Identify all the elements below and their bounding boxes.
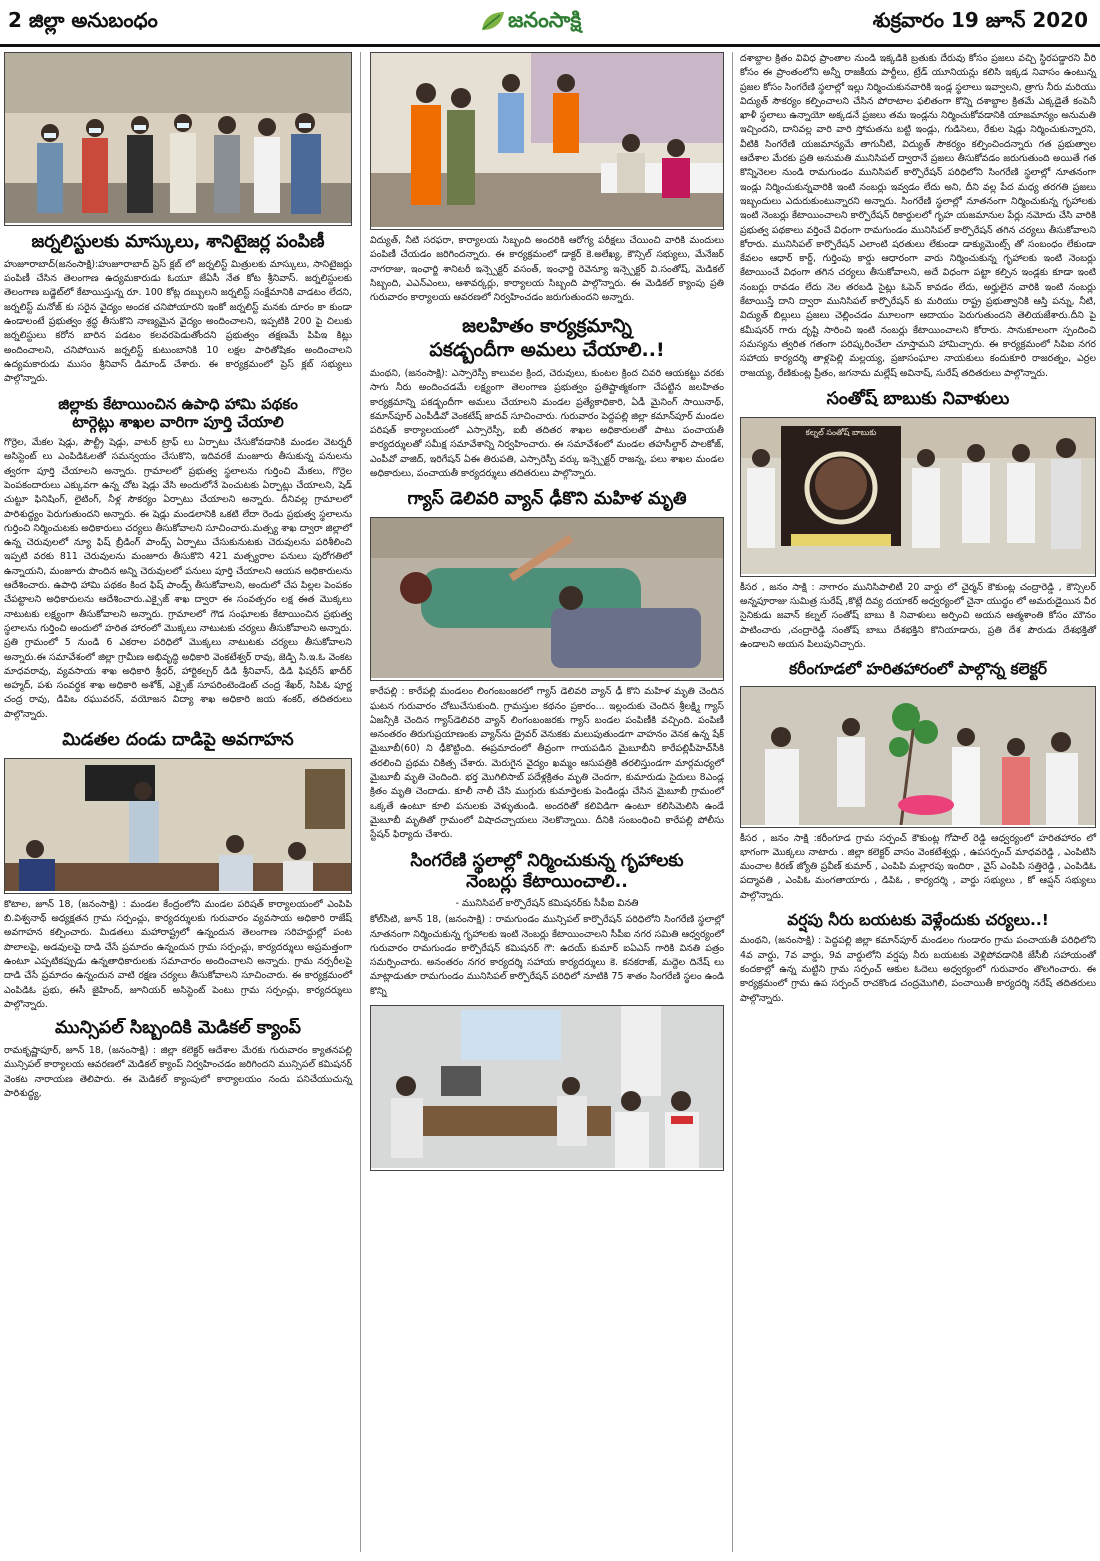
headline-line: టార్గెట్లు శాఖల వారిగా పూర్తి చేయాలి <box>72 413 284 432</box>
headline-line: పకడ్బందీగా అమలు చేయాలి..! <box>429 339 665 362</box>
photo-haritha-haram <box>740 686 1096 828</box>
column-divider <box>732 52 733 1552</box>
headline-line: నెంబర్లు కేటాయించాలి.. <box>466 872 628 893</box>
headline <box>370 851 724 895</box>
masthead-rule <box>0 44 1100 47</box>
photo-accident <box>370 517 724 681</box>
article-body: హుజూరాబాద్(జనంసాక్షి):హుజూరాబాద్ ప్రెస్ క్లబ్ లో జర్నలిస్ట్ మిత్రులకు మాస్కులు, సానిటైజర్లు పంపిణీ చేసిన తెలంగాణ ఉద్యమకారుడు ఓయూ జేఏసీ నేత కోట శ్రీనివాస్. జర్నలిస్టులకు తెలంగాణ బడ్జెట్‌లో కేటాయిస్తున్న రూ. 100 కోట్ల దబ్బులని జర్నలిస్ట్ సంక్షేమానికి వాడటం లేదని, జర్నలిస్ట్ మనోజ్ కు సరైన వైద్యం అందక చనిపోయారని ఇంకో జర్నలిస్ట్ మనకు దూరం కా కుండా ఉండాలంటే ప్రభుత్వం శ్రద్ధ తీసుకొని నాణ్యమైన వైద్యం అందించాలని, ఇప్పటికి 200 పై చిలుకు జర్నలిస్టులు కరోన బారిన పడటం కలవరపెడుతోందని ప్రభుత్వం తక్షణమే పిపిఇ కిట్లు అందించాలని, చనిపోయిన జర్నలిస్ట్ కుటుంబానికి 10 లక్షల పారితోషికం అందించాలని ఉద్యమకారుడు ముసం శ్రీనివాస్ డిమాండ్ చేశారు. ఈ కార్యక్రమంలో ప్రెస్ క్లబ్ సభ్యులు పాల్గొన్నారు. <box>4 258 352 385</box>
article-body: కోల్‌సిటి, జూన్ 18, (జనంసాక్షి) : రామగుండం మున్సిపల్ కార్పొరేషన్ పరిధిలోని సింగరేణి స్థలాల్లో నూతనంగా నిర్మించుకున్న గృహాలకు ఇంటి నెంబర్లు కేటాయించాలని సీపీఐ నగర సమితి ఆధ్వర్యంలో గురువారం రామగుండం కార్పొరేషన్ కమిషనర్ గౌ: ఉదయ్ కుమార్ ఐఏఎస్ గారికి వినతి పత్రం సమర్పించారు. అనంతరం నగర కార్యదర్శి సహాయ కార్యదర్శులు కె. కనకరాజ్, మద్దెల దినేష్ లు మాట్లాడుతూ రామగుండం మునిసిపల్ కార్పొరేషన్ పరిధిలో నూటికి 75 శాతం సింగరేణి స్థలం ఉండి కొన్ని <box>370 914 724 997</box>
photo-cpi-petition <box>370 1005 724 1171</box>
article-body: కొటాల, జూన్ 18, (జనంసాక్షి) : మండల కేంద్రంలోని మండల పరిషత్ కార్యాలయంలో ఎంపిపి బి.విశ్వనాథ్ అధ్యక్షతన గ్రామ సర్పంచ్లు, కార్యదర్శులకు గురువారం వ్యవసాయ అధికారి రాజేష్ అవగాహన కల్పించారు. మిడతలు మహారాష్ట్రలో ఉన్నందున తెలంగాణ సరిహద్దుల్లో పంట పొలాలపై, అడవులపై దాడి చేసే ప్రమాదం ఉన్నందున గ్రామ సర్పంచ్లు, కార్యదర్శులు అప్రమత్తంగా ఉంటూ ఎప్పటికప్పుడు ఉన్నతాధికారులకు సమాచారం అందించాలని అన్నారు. గ్రామ నర్సరీలపై దాడి చేసే ప్రమాదం ఉన్నందున వాటి రక్షణ చర్యలు తీసుకోవాలని సూచించారు. ఈ కార్యక్రమంలో ఎంపిడిఓ ప్రభు, ఈసీ జైహింద్, జూనియర్ అసిస్టెంట్ పెంటు గ్రామ సర్పంచ్లు, కార్యదర్శులు పాల్గొన్నారు. <box>4 898 352 1010</box>
headline: వర్షపు నీరు బయటకు వెళ్లేందుకు చర్యలు..! <box>787 911 1049 930</box>
article-body: కారేపల్లి : కారేపల్లి మండలం లింగంబంజరలో గ్యాస్ డెలివరి వ్యాన్ ఢీ కొని మహిళ మృతి చెందిన ఘటన గురువారం చోటుచేసుకుంది. గ్రామస్తుల కథనం ప్రకారం... ఇల్లందుకు చెందిన శ్రీలక్ష్మి గ్యాస్ ఏజన్సీకి చెందిన గ్యాస్‌డెలివరి వ్యాన్ లింగంబంజరకు గ్యాస్ బండల పంపిణీకి వచ్చింది. పంపిణీ అనంతరం తిరుగుప్రయాణంకు వ్యాన్‌ను డ్రైవర్ వెనుకకు మలుపుతుండగా వాహనం వెనక ఉన్న షేక్ మైబూబీ(60) ని ఢీకొట్టింది. ఈప్రమాదంలో తీవ్రంగా గాయపడిన మైబూబీని కారేపల్లిపీహెచ్‌సీకి తరలించి ప్రథమ చికిత్స చేశారు. మెరుగైన వైద్యం ఖమ్మం ఆసుపత్రికి తరలిస్తుండగా మార్గమధ్యలో మైబూబీ మృతి చెందింది. భర్త మొగిలిసాబ్ పదేళ్లక్రితం మృతి చెందగా, కుమారుడు సైదులు 8ఎండ్ల క్రితం మృతి చెందాడు. కూలీ నాలీ చేసి ముగ్గురు కుమార్తెలకు పెండిండ్లు చేసిన మైబూబీ గ్రామంలో ఒక్కతే ఉంటూ కూలి పనులకు వెళ్ళుతుండి. అందరితో కలివిడిగా ఉంటూ కలిసిమెలిసి ఉండే మైబూబీ మృతితో గ్రామంలో విషాదచ్చాయలు నెలకొన్నాయి. దీనికి సంబంధించి కారేపల్లి పోలీసు స్టేషన్ ఫిర్యాదు చేశారు. <box>370 686 724 841</box>
column-divider <box>360 52 361 1552</box>
column-2 <box>370 52 724 1171</box>
article-body: దశాబ్దాల క్రితం వివిధ ప్రాంతాల నుండి ఇక్కడికి బ్రతుకు దేరువు కోసం ప్రజలు వచ్చి స్థిరపడ్డారని వీరి కోసం ఈ ప్రాంతంలోని అన్నీ రాజకీయ పార్టీలు, ట్రేడ్ యూనియన్లు కలిసి ఇక్కడ నివాసం ఉంటున్న ప్రజల కోసం సింగరేణి స్థలాల్లో ఇల్లు నిర్మించుకునవారికి ఇండ్ల స్థలాలు ఇవ్వాలని, త్రాగు నీరు మరియు విద్యుత్ సౌకర్యం కల్పించాలని చేసిన పోరాటాల ఫలితంగా కొన్ని దశాబ్దాల క్రితమే ఎక్కడైతే కంపెనీ ఖాళీ స్థలాలు ఉన్నాయో అక్కడనే ప్రజలు తమ ఇండ్లను నిర్మించుకోవడానికి యాజమాన్యం అనుమతి ఇచ్చిందని, దానివల్ల వారి వారి స్తోమతను బట్టి ఇండ్లు, గుడిసెలు, రేకుల షెడ్లు నిర్మించుకున్నారని, వీటికి సింగరేణి యజమాన్యమే తాగునీటి, విద్యుత్ సౌకర్యం కల్పించిందన్నారు గత ప్రభుత్వాల ఆదేశాల మేరకు ప్రతి అనుమతి మునిసిపల్ ద్వారానే ప్రజలు తీసుకోవడం జరుగుతుంది అయితే గత కొన్నినెలల నుండి రామగుండం మునిసిపల్ కార్పొరేషన్ పరిధిలోని సింగరేణి స్థలాల్లో నూతనంగా ఇండ్లు నిర్మించుకున్నవారికి ఇంటి నంబర్లు ఇవ్వడం లేదు అని, దీని వల్ల పేద మధ్య తరగతి ప్రజలు ఇబ్బందులు ఎదురుకుంటున్నారని అన్నారు. సింగరేణి స్థలాల్లో నూతనంగా నిర్మించుకున్న గృహాలకు ఇంటి నెంబర్లు కేటాయించాలని కార్పొరేషన్ రికార్డులలో గృహ యజమానుల పేర్లు నమోదు చేసి వారికి ప్రభుత్వ పథకాలు వర్తించే విధంగా రామగుండం మునిసిపల్ కార్పొరేషన్ తగిన చర్యలు తీసుకోవాలని కోరారు. మునిసిపల్ కార్పొరేషన్ ఎలాంటి షరతులు లేకుండా డాక్యుమెంట్స్ తో సంబంధం లేకుండా కేవలం ఆధార్ కార్డ్, గుర్తింపు కార్డు ఆధారంగా వారు నిర్మించుకున్న గృహాలకు ఇంటి నెంబర్లు కేటాయించే విధంగా తగిన చర్యలు తీసుకోవాలని, అదే విధంగా పట్టా కల్పిన ఇండ్లకు కూడా ఇంటి నంబర్లు రావడం లేదు నెల తరబడి సైట్లు ఓపెన్ కావడం లేదు, అర్హులైన వారికి ఇంటి నంబర్లు కేటాయిస్తే దాని ద్వారా మునిసిపల్ కార్పొరేషన్ కు మరియు రాష్ట్ర ప్రభుత్వానికి ఆస్తి పన్ను, నీటి, విద్యుత్ బిల్లులు ప్రజలు చెల్లించడం మూలంగా ఆదాయం పెరుగుతుందని తెలియజేశారు.దీని పై కమీషనర్ గారు దృష్టి సారించి ఇంటి నంబర్లు కేటాయించాలని కోరారు. సానుకూలంగా స్పందించి సమస్యను త్వరిత గతంగా పరిష్కరించేలా చూస్తామని హామిచ్చారు. ఈ కార్యక్రమంలో సిపిఐ నగర సహాయ కార్యదర్శి తాళ్లపెల్లి మల్లయ్య, ప్రజాసంఘాల నాయకులు కందుకూరి రాజరత్నం, ఎర్రల రాజయ్య, రేణికుంట్ల ప్రీతం, జగనామ మల్లేష్ అవినాష్, సురేష్ తదితరులు పాల్గొన్నారు. <box>740 53 1096 379</box>
photo-locust-awareness-meeting <box>4 758 352 894</box>
article-body: గొర్రెల, మేకల షెడ్లు, పౌల్ట్రీ షెడ్లు, వాటర్ ట్రాఫ్ లు ఏర్పాటు చేసుకోవడానికి మండల వెటర్నరీ అసిస్టెంట్ లు ఎంపిడిఓలతో సమన్వయం చేసుకొని, ఇదివరకే మంజూరు తీసుకున్న పనులను త్వరగా పూర్తి చేయాలని అన్నారు. గ్రామాలలో ప్రభుత్వ స్థలాలను గుర్తించి మేకలు, గొర్రెల పెంపకందారులు ఎక్కువగా ఉన్న చోట షెడ్లు వేసి అందులోనే పెంచుటకు ఏర్పాట్లు చేయాలని, షెడ్ చుట్టూ ఫినిషింగ్, లైటింగ్, నీళ్ల సౌకర్యం ఏర్పాటు చేయాలని అన్నారు. దీనివల్ల గ్రామాలలో పారిశుద్ధ్యం పెరుగుతుందని అన్నారు. ఈ షెడ్లు మండలానికి ఒకటి లేదా రెండు ప్రభుత్వ స్థలాలను గుర్తించి నిర్మించుటకు అధికారులు చర్యలు తీసుకోవాలని సూచించారు.మత్స్య శాఖ ద్వారా జిల్లాలో ఉన్న చెరువులలో న్యూ ఫిష్ బ్రీడింగ్ పాండ్స్ ఏర్పాటు చేసుకునుటకు చెరువులను పరిశీలించి ఇప్పటి వరకు 811 చెరువులను మంజూరు తీసుకొని 421 మత్స్యరాల పనులు పురోగతిలో ఉన్నాయని, మంజూరు పొందిన అన్ని చెరువులలో పనులు పూర్తి చేయాలని ఆయన అధికారులను ఆదేశించారు. ఉపాధి హామి పథకం కింద ఫిష్ పాండ్స్ తీసుకోవాలని, అందులో చేప పిల్లల పెంపకం చేపట్టాలని అధికారులను ఆదేశించారు.ఎక్సైజ్ శాఖ ద్వారా ఈ సంవత్సరం లక్ష ఈత మొక్కలు నాటుటకు లక్ష్యంగా తీసుకోవాలని అన్నారు. గ్రామాలలో గౌడ సంఘాలకు కేటాయించిన ప్రభుత్వ స్థలాలను గుర్తించి అందులో హరిత హారంలో మొక్కలు నాటుటకు చర్యలు తీసుకోవాలని అన్నారు. ప్రతి గ్రామంలో 5 నుండి 6 ఎకరాల పరిధిలో మొక్కలు నాటుటకు చర్యలు తీసుకోవాలని అన్నారు.ఈ సమావేశంలో జిల్లా గ్రామీణ అభివృద్ధి అధికారి వెంకటేశ్వర్ రావు, జెడ్పి సి.ఇ.ఓ వెంకట మాధవరావు, వ్యవసాయ శాఖ అధికారి శ్రీధర్, హార్టికల్చర్ డిడి శ్రీనివాస్, డిడి ఫిషరీస్ ఖాదీర్ అహ్మద్, పశు సంవర్ధక శాఖ అధికారి అశోక్, ఎక్సైజ్ సూపరింటెండెంట్ చంద్ర శేఖర్, సిపిఓ పూర్ణ చంద్ర రావు, డిపిఒ రఘువరన్, వయోజన విద్యా శాఖ అధికారి జయ శంకర్, తదితరులు పాల్గొన్నారు. <box>4 437 352 720</box>
photo-journalists-masks <box>4 52 352 226</box>
article-body: మంథని, (జనంసాక్షి) : పెద్దపల్లి జిల్లా కమాన్‌పూర్ మండలం గుండారం గ్రామ పంచాయతీ పరిధిలోని 4వ వార్డు, 7వ వార్డు, 9వ వార్డులోని వర్షపు నీరు బయటకు వెళ్లిపోవడానికి జేసీబీ సహాయంతో కందకాల్లో ఉన్న మట్టిని గ్రామ సర్పంచ్ ఆకుల ఓదెలు అధ్వర్యంలో గురువారం తొలగించారు. ఈ కార్యక్రమంలో గ్రామ ఉప సర్పంచ్ రాచకొండ చంద్రమొగిలి, పంచాయితీ కార్యదర్శి నరేష్ తదితరులు పాల్గొన్నారు. <box>740 935 1096 1004</box>
headline-line: సింగరేణి స్థలాల్లో నిర్మించుకున్న గృహాలకు <box>410 850 684 871</box>
headline: మున్సిపల్ సిబ్బందికి మెడికల్ క్యాంప్ <box>55 1018 301 1039</box>
headline: కరీంగూడలో హరితహారంలో పాల్గొన్న కలెక్టర్ <box>789 660 1047 679</box>
article-body: కీసర , జనం సాక్షి : నాగారం మునిసిపాలిటీ 20 వార్డు లో చైర్మన్ కౌకుంట్ల చంద్రారెడ్డి , కౌన్సిలర్ అన్నపూరాజు సుమిత్ర సురేష్ ,కొట్లే దివ్య దయాకర్ అధ్వర్యంలో చైనా యుద్ధం లో అమరుడైయిన వీర సైనికుడు జవాన్ కల్నల్ సంతోష్ బాబు కి నివాళులు అర్పించి అయన ఆత్మశాంతి కోసం మౌనం పాటించారు ,చంద్రారెడ్డి సంతోష్ బాబు దేశభక్తిని కొనియాడారు, ప్రతి దేశ పౌరుడు దేశభక్తితో ఉండాలని అయన పిలుపునిచ్చారు. <box>740 581 1096 650</box>
photo-banner-text: కల్నల్ సంతోష్ బాబుకు <box>805 427 877 437</box>
column-3 <box>740 52 1096 1006</box>
headline <box>4 395 352 433</box>
article-body: రామకృష్ణాపూర్, జూన్ 18, (జనంసాక్షి) : జిల్లా కలెక్టర్ ఆదేశాల మేరకు గురువారం క్యాతనపల్లి మున్సిపల్ కార్యాలయ ఆవరణలో మెడికల్ క్యాంప్ నిర్వహించడం జరిగిందని మున్సిపల్ కమిషనర్ వెంకట నారాయణ తెలిపారు. ఈ మెడికల్ క్యాంపులో కార్యాలయం నందు పనిచేయుచున్న పారిశుద్ధ్య, <box>4 1045 352 1099</box>
logo-text: జనంసాక్షి <box>508 8 582 32</box>
photo-medical-camp <box>370 52 724 230</box>
masthead <box>0 0 1100 46</box>
headline: జర్నలిస్టులకు మాస్కులు, శానిటైజర్ల పంపిణీ <box>31 232 325 252</box>
headline-line: జిల్లాకు కేటాయించిన ఉపాధి హామి పథకం <box>58 394 298 413</box>
newspaper-logo <box>480 4 630 38</box>
column-1 <box>4 52 352 1101</box>
page-label: 2 జిల్లా అనుబంధం <box>8 8 158 32</box>
article-body: విద్యుత్, నీటి సరఫరా, కార్యాలయ సిబ్బంది అందరికి ఆరోగ్య పరీక్షలు చేయించి వారికి మందులు పంపిణీ చేయడం జరిగిందన్నారు. ఈ కార్యక్రమంలో డాక్టర్ కె.అలేఖ్య, కౌన్సిల్ సభ్యులు, మేనేజర్ నాగరాజు, ఇంఛార్జి శానిటరీ ఇన్స్పెక్టర్ వసంత్, ఇంఛార్జి రెవెన్యూ ఇన్స్పెక్టర్ వి.సంతోష్, మెడికల్ సిబ్బంది, ఎఎన్ఎంలు, ఆశావర్కర్లు, కార్యాలయ సిబ్బంది పాల్గొన్నారు. ఈ మెడికల్ క్యాంపు ప్రతి గురువారం కార్యాలయ ఆవరణలో నిర్వహించడం జరుగుతుందని అన్నారు. <box>370 235 724 304</box>
headline: గ్యాస్ డెలివరి వ్యాన్ ఢీకొని మహిళ మృతి <box>407 489 687 510</box>
photo-tribute <box>740 417 1096 577</box>
article-body: కీసర , జనం సాక్షి :కరీంగూడ గ్రామ సర్పంచ్ కౌకుంట్ల గోపాల్ రెడ్డి ఆధ్వర్యంలో హరితహారం లో భాగంగా మొక్కలు నాటారు . జిల్లా కలెక్టర్ వాసం వెంకటేశ్వర్లు , ఉపసర్పంచ్ మాధవరెడ్డి , ఎంపిటిసి మంచాల కిరణ్ జ్యోతి ప్రవీణ్ కుమార్ , ఎంపిపి మల్లారపు ఇందిరా , వైస్ ఎంపిపి సత్తిరెడ్డి , ఎంపిడిఓ పద్మావతి , ఎంపిఓ మంగతాయారు , డిపిఓ , కార్యదర్శి , వార్డు సభ్యులు , కో ఆప్షన్ సభ్యులు పాల్గొన్నారు. <box>740 832 1096 901</box>
issue-date: శుక్రవారం 19 జూన్ 2020 <box>872 8 1088 32</box>
headline <box>370 315 724 363</box>
headline: మిడతల దండు దాడిపై అవగాహన <box>62 729 294 750</box>
headline: సంతోష్ బాబుకు నివాళులు <box>826 388 1010 409</box>
headline-line: జలహితం కార్యక్రమాన్ని <box>462 315 632 338</box>
article-body: మంథని, (జనంసాక్షి): ఎస్సారెస్పీ కాలువల క్రింద, చెరువులు, కుంటల క్రింద చివరి ఆయకట్టు వరకు సాగు నీరు అందించడమే లక్ష్యంగా తెలంగాణ ప్రభుత్వం ప్రతిష్టాత్మకంగా చేపట్టిన జలహితం కార్యక్రమాన్ని పకడ్బందీగా అమలు చేయాలని మండల ప్రత్యేకాధికారి, ఏడీ మైనింగ్ సాయినాథ్, కమాన్‌పూర్ ఎంపీడీవో వెంకటేష్ జాదవ్ సూచించారు. గురువారం పెద్దపల్లి జిల్లా కమాన్‌పూర్ మండల పరిషత్ కార్యాలయంలో ఎస్సారెస్పీ, ఐబీ తదితర శాఖల అధికారులతో పాటు పంచాయతీ కార్యదర్శులతో సమీక్ష సమావేశాన్ని నిర్వహించారు. ఈ సమావేశంలో మండల తహసీల్దార్ పాలకోజ్, ఎంపీవో వాజిద్, ఇరిగేషన్ ఏఈ తిరుపతి, ఎస్సారెస్పీ వర్కు ఇన్స్పెక్టర్ రాజన్న, పలు శాఖల మండల అధికారులు, పంచాయతీ కార్యదర్శులు తదితరులు పాల్గొన్నారు. <box>370 367 724 480</box>
leaf-icon <box>480 10 506 32</box>
subheadline: - మునిసిపల్ కార్పొరేషన్ కమిషనర్‌కు సీపీఐ వినతి <box>455 898 639 910</box>
